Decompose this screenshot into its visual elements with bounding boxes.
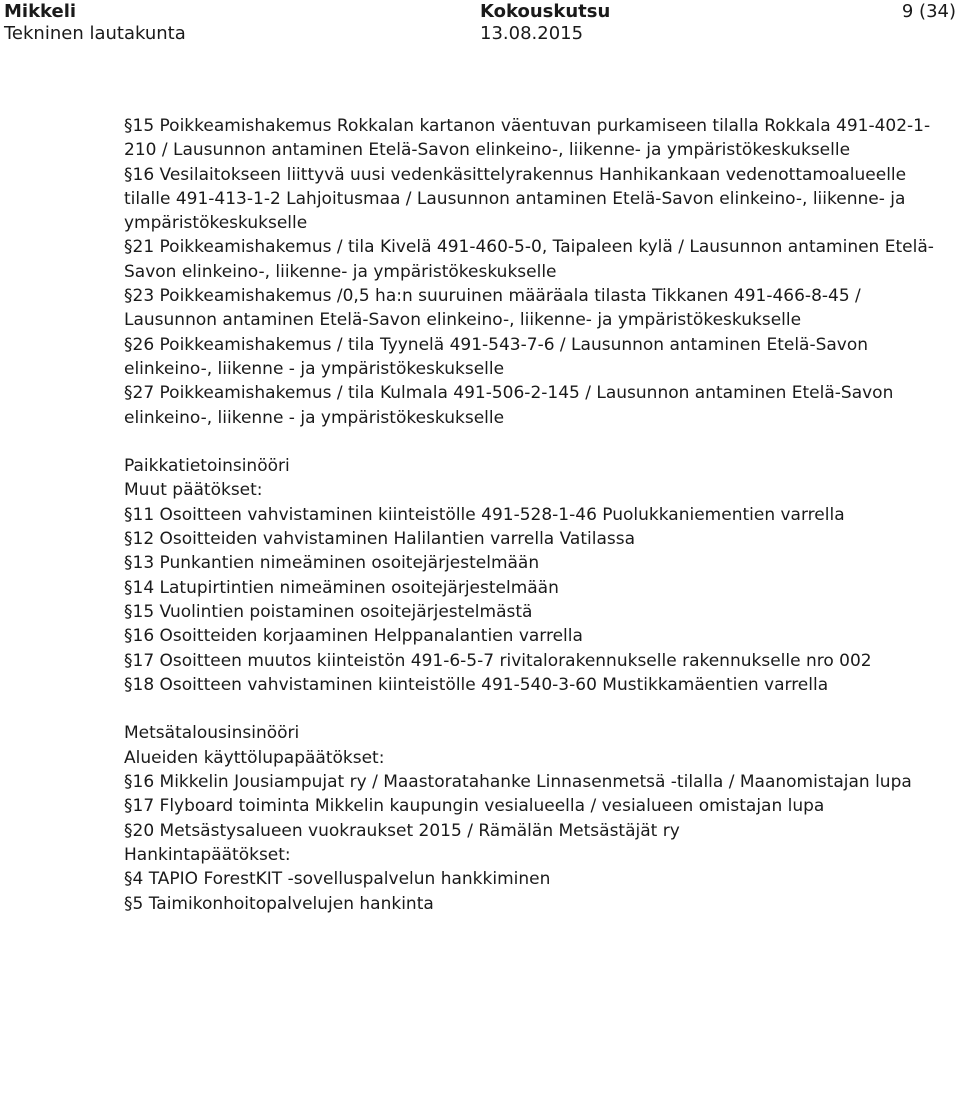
decision-item: §14 Latupirtintien nimeäminen osoitejärjestelmään — [124, 577, 559, 598]
section-title: Paikkatietoinsinööri — [124, 456, 290, 477]
decision-item: §20 Metsästysalueen vuokraukset 2015 / Rämälän Metsästäjät ry — [124, 820, 680, 841]
decision-item: §16 Vesilaitokseen liittyvä uusi vedenkäsittelyrakennus Hanhikankaan vedenottamoalueelle tilalle 491-413-1-2 Lahjoitusmaa / Lausunnon antaminen Etelä-Savon elinkeino-, liikenne- ja ympäristökeskukselle — [124, 164, 907, 234]
header-department: Tekninen lautakunta — [4, 23, 186, 44]
decision-item: §15 Vuolintien poistaminen osoitejärjestelmästä — [124, 601, 533, 622]
section-lausunnot — [124, 114, 944, 430]
spacer — [124, 697, 944, 721]
decision-item: §23 Poikkeamishakemus /0,5 ha:n suuruinen määräala tilasta Tikkanen 491-466-8-45 / Lausunnon antaminen Etelä-Savon elinkeino-, liikenne- ja ympäristökeskukselle — [124, 286, 861, 331]
page-header — [0, 0, 960, 50]
section-subtitle: Muut päätökset: — [124, 480, 263, 501]
decision-item: §27 Poikkeamishakemus / tila Kulmala 491-506-2-145 / Lausunnon antaminen Etelä-Savon elinkeino-, liikenne - ja ympäristökeskukselle — [124, 383, 894, 428]
document-body — [124, 114, 944, 916]
decision-item: §12 Osoitteiden vahvistaminen Halilantien varrella Vatilassa — [124, 529, 635, 550]
section-title: Metsätalousinsinööri — [124, 723, 300, 744]
section-metsatalousinsinoori — [124, 721, 944, 915]
header-page-number: 9 (34) — [901, 1, 956, 22]
decision-item: §15 Poikkeamishakemus Rokkalan kartanon väentuvan purkamiseen tilalla Rokkala 491-402-1-210 / Lausunnon antaminen Etelä-Savon elinkeino-, liikenne- ja ympäristökeskukselle — [124, 116, 931, 161]
decision-item: §5 Taimikonhoitopalvelujen hankinta — [124, 893, 434, 914]
decision-item: §21 Poikkeamishakemus / tila Kivelä 491-460-5-0, Taipaleen kylä / Lausunnon antaminen Etelä-Savon elinkeino-, liikenne- ja ympäristökeskukselle — [124, 237, 934, 282]
header-organization: Mikkeli — [4, 1, 77, 22]
decision-item: §26 Poikkeamishakemus / tila Tyynelä 491-543-7-6 / Lausunnon antaminen Etelä-Savon elinkeino-, liikenne - ja ympäristökeskukselle — [124, 334, 869, 379]
header-document-type: Kokouskutsu — [480, 1, 611, 22]
decision-item: §4 TAPIO ForestKIT -sovelluspalvelun hankkiminen — [124, 869, 551, 890]
decision-item: §17 Osoitteen muutos kiinteistön 491-6-5-7 rivitalorakennukselle rakennukselle nro 002 — [124, 650, 872, 671]
section-subtitle: Hankintapäätökset: — [124, 844, 291, 865]
decision-item: §11 Osoitteen vahvistaminen kiinteistölle 491-528-1-46 Puolukkaniementien varrella — [124, 504, 845, 525]
decision-item: §16 Osoitteiden korjaaminen Helppanalantien varrella — [124, 626, 583, 647]
section-paikkatietoinsinoori — [124, 454, 944, 697]
spacer — [124, 430, 944, 454]
decision-item: §17 Flyboard toiminta Mikkelin kaupungin vesialueella / vesialueen omistajan lupa — [124, 796, 825, 817]
decision-item: §16 Mikkelin Jousiampujat ry / Maastoratahanke Linnasenmetsä -tilalla / Maanomistajan lupa — [124, 772, 912, 793]
header-date: 13.08.2015 — [480, 23, 584, 44]
decision-item: §13 Punkantien nimeäminen osoitejärjestelmään — [124, 553, 540, 574]
decision-item: §18 Osoitteen vahvistaminen kiinteistölle 491-540-3-60 Mustikkamäentien varrella — [124, 674, 829, 695]
section-subtitle: Alueiden käyttölupapäätökset: — [124, 747, 385, 768]
